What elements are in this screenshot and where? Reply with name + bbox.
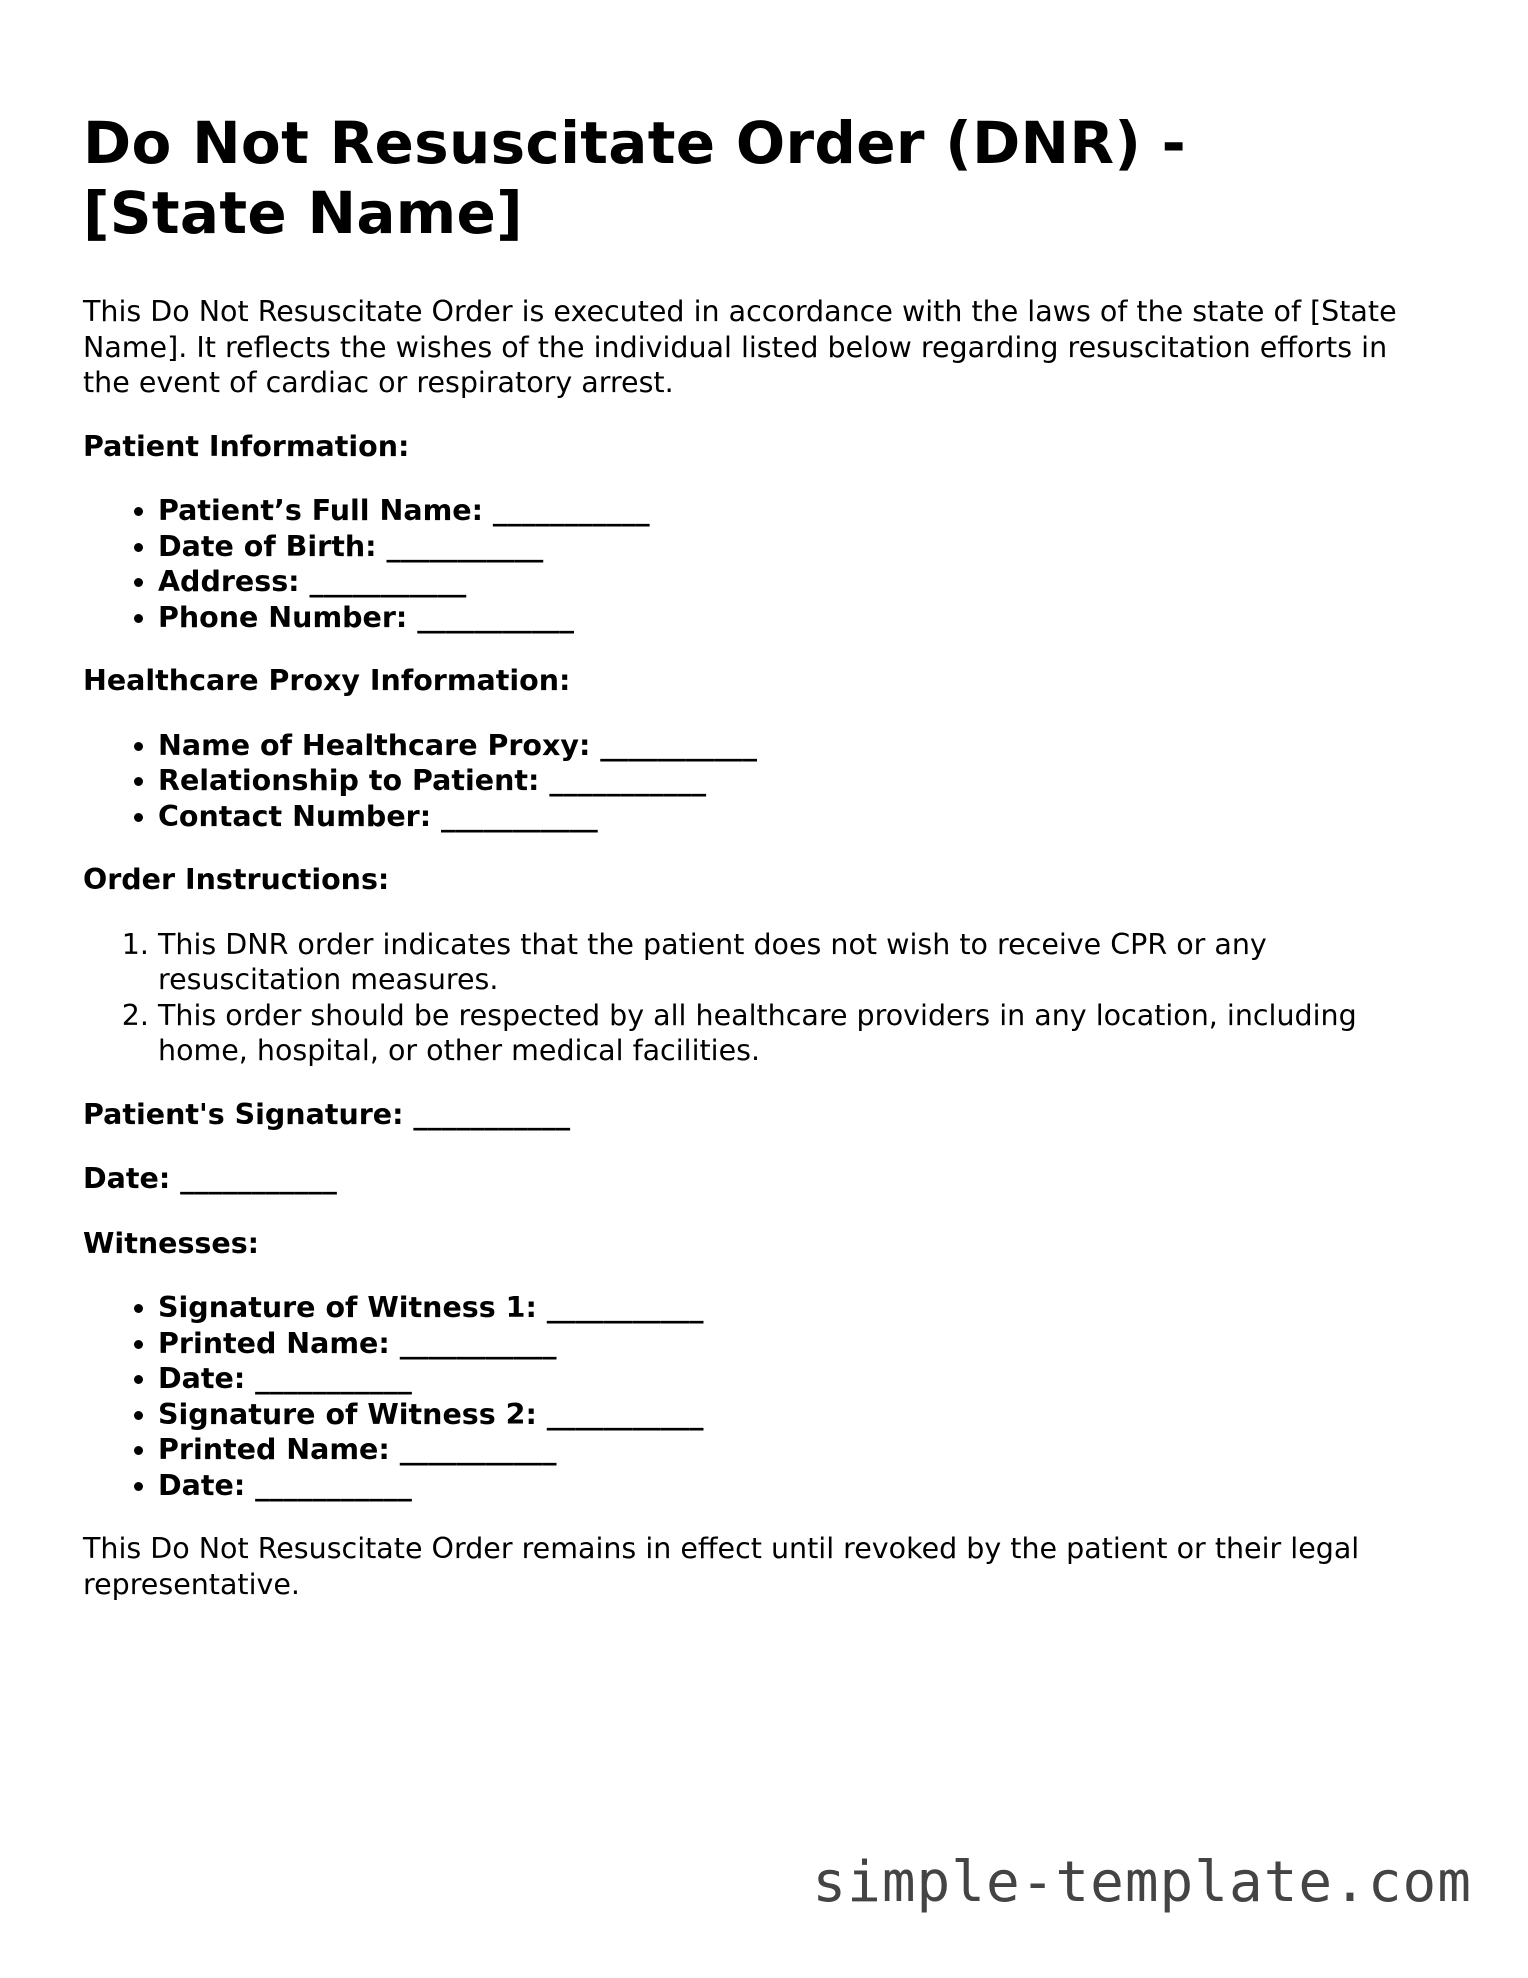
document-page bbox=[83, 108, 1413, 1630]
watermark: simple-template.com bbox=[812, 1850, 1472, 1915]
patient-signature-line: Patient's Signature: ___________ bbox=[83, 1097, 571, 1131]
intro-paragraph: This Do Not Resuscitate Order is executed in accordance with the laws of the state of [State Name]. It reflects the wishes of the individual listed below regarding resuscitation efforts in the event of cardiac or respiratory arrest. bbox=[83, 295, 1397, 399]
order-instructions-list bbox=[83, 927, 1413, 1069]
witness-2-printed-name-field: • Printed Name: ___________ bbox=[158, 1432, 1413, 1468]
patient-info-heading: Patient Information: bbox=[83, 429, 410, 463]
document-title bbox=[83, 108, 1413, 248]
proxy-info-heading: Healthcare Proxy Information: bbox=[83, 664, 571, 697]
witness-1-date-field: • Date: ___________ bbox=[158, 1361, 1413, 1397]
order-instructions-heading: Order Instructions: bbox=[83, 863, 390, 896]
phone-number-field: • Phone Number: ___________ bbox=[158, 600, 1413, 636]
date-line: Date: ___________ bbox=[83, 1162, 337, 1195]
witness-2-signature-field: • Signature of Witness 2: ___________ bbox=[158, 1397, 1413, 1433]
title-line-2: [State Name] bbox=[83, 179, 523, 247]
address-field: • Address: ___________ bbox=[158, 564, 1413, 600]
contact-number-field: • Contact Number: ___________ bbox=[158, 799, 1413, 835]
witness-2-date-field: • Date: ___________ bbox=[158, 1468, 1413, 1504]
closing-paragraph: This Do Not Resuscitate Order remains in effect until revoked by the patient or their legal representative. bbox=[83, 1532, 1360, 1601]
date-of-birth-field: • Date of Birth: ___________ bbox=[158, 529, 1413, 565]
witnesses-list bbox=[83, 1290, 1413, 1503]
order-instruction-item: 1. This DNR order indicates that the patient does not wish to receive CPR or any resuscitation measures. bbox=[158, 927, 1413, 998]
patient-full-name-field: • Patient’s Full Name: ___________ bbox=[158, 493, 1413, 529]
witness-1-printed-name-field: • Printed Name: ___________ bbox=[158, 1326, 1413, 1362]
patient-info-list bbox=[83, 493, 1413, 635]
proxy-name-field: • Name of Healthcare Proxy: ___________ bbox=[158, 728, 1413, 764]
title-line-1: Do Not Resuscitate Order (DNR) - bbox=[83, 109, 1186, 177]
witnesses-heading: Witnesses: bbox=[83, 1226, 260, 1260]
proxy-info-list bbox=[83, 728, 1413, 835]
order-instruction-item: 2. This order should be respected by all healthcare providers in any location, including home, hospital, or other medical facilities. bbox=[158, 998, 1413, 1069]
relationship-field: • Relationship to Patient: ___________ bbox=[158, 763, 1413, 799]
witness-1-signature-field: • Signature of Witness 1: ___________ bbox=[158, 1290, 1413, 1326]
